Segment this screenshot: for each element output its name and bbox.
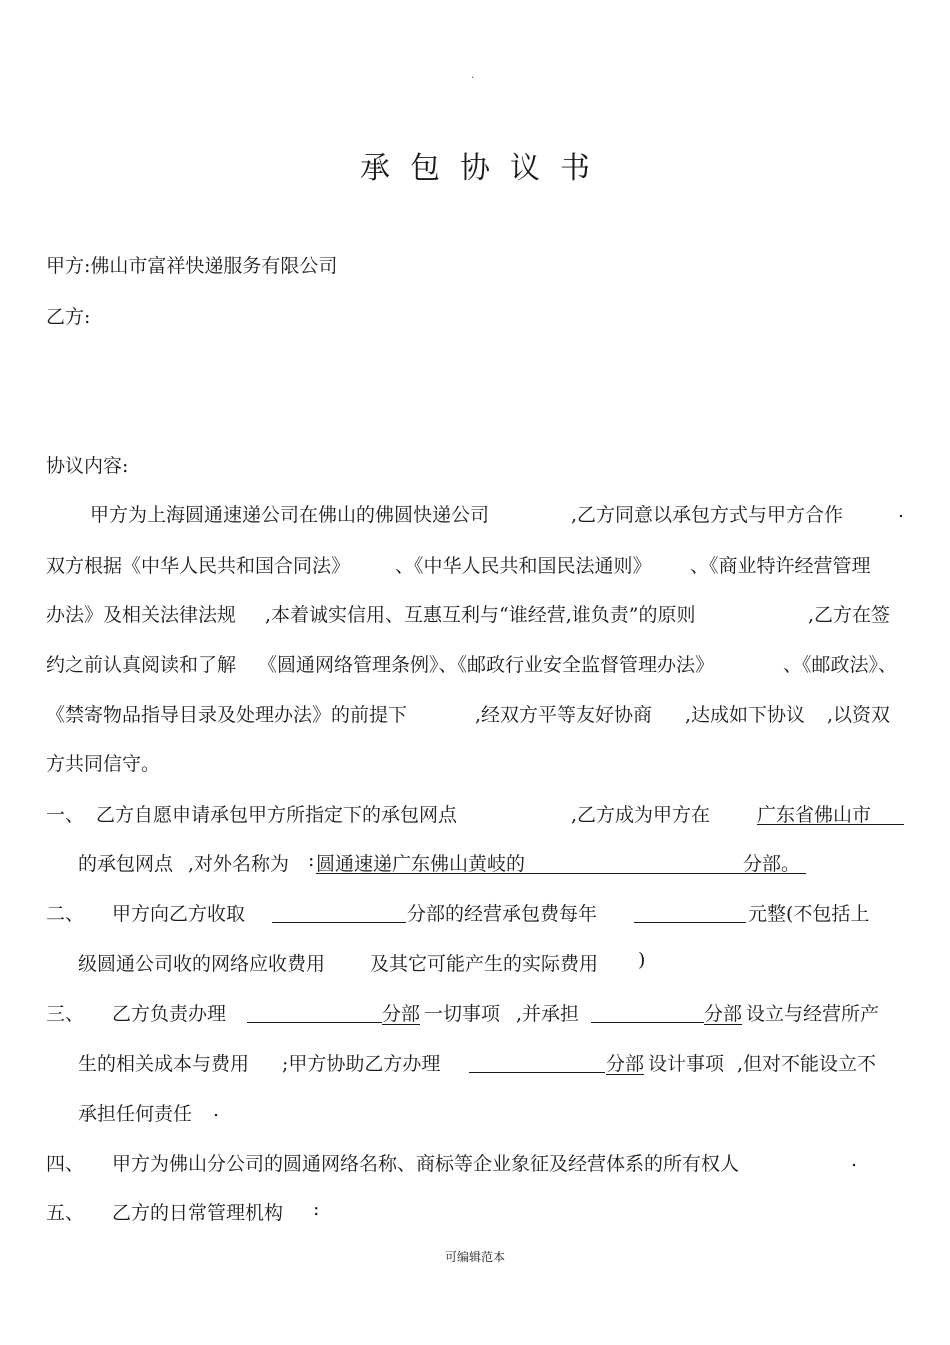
clause-2-text: 分部的经营承包费每年 bbox=[407, 903, 598, 925]
clause-3-text: 生的相关成本与费用 bbox=[78, 1053, 250, 1075]
clause-3-text: 设立与经营所产 bbox=[746, 1003, 880, 1025]
clause-5-text: 乙方的日常管理机构 bbox=[112, 1202, 284, 1224]
clause-1-text: 的承包网点 bbox=[78, 853, 174, 875]
preamble-text: ,乙方在签 bbox=[808, 604, 891, 626]
clause-3-text: 设计事项 bbox=[648, 1053, 725, 1075]
preamble-text: ,以资双 bbox=[827, 704, 891, 726]
preamble-text: 约之前认真阅读和了解 bbox=[46, 654, 237, 676]
blank-field bbox=[634, 902, 746, 923]
clause-2-text: 甲方向乙方收取 bbox=[112, 903, 246, 925]
preamble-text: 、《中华人民共和国民法通则》 bbox=[395, 555, 652, 577]
preamble-text: 甲方为上海圆通速递公司在佛山的佛圆快递公司 bbox=[90, 504, 490, 526]
clause-5-text: : bbox=[313, 1198, 320, 1220]
footer-note: 可编辑范本 bbox=[444, 1250, 505, 1264]
branch-label: 分部 bbox=[606, 1053, 645, 1075]
location-value: 广东省佛山市 bbox=[757, 804, 872, 826]
blank-field bbox=[591, 1002, 704, 1023]
blank-field bbox=[272, 902, 406, 923]
clause-2-number: 二、 bbox=[46, 903, 85, 925]
preamble-text: 双方根据《中华人民共和国合同法》 bbox=[46, 555, 351, 577]
clause-3-text: ,并承担 bbox=[516, 1003, 580, 1025]
blank-field bbox=[469, 1052, 605, 1073]
clause-4-text: 甲方为佛山分公司的圆通网络名称、商标等企业象征及经营体系的所有权人 bbox=[112, 1153, 740, 1175]
clause-3-number: 三、 bbox=[46, 1003, 85, 1025]
preamble-text: 方共同信守。 bbox=[46, 753, 161, 775]
clause-4-number: 四、 bbox=[46, 1153, 85, 1175]
clause-2-text: 级圆通公司收的网络应收费用 bbox=[78, 953, 326, 975]
clause-3-text: ;甲方协助乙方办理 bbox=[282, 1053, 441, 1075]
clause-2-text: 元整(不包括上 bbox=[748, 903, 870, 925]
agreement-heading: 协议内容: bbox=[46, 455, 129, 477]
clause-3-text: . bbox=[213, 1099, 220, 1121]
preamble-text: 办法》及相关法律法规 bbox=[46, 604, 237, 626]
document-title: 承包协议书 bbox=[360, 151, 610, 186]
preamble-text: ,本着诚实信用、互惠互利与“谁经营,谁负责”的原则 bbox=[265, 604, 696, 626]
preamble-text: ,乙方同意以承包方式与甲方合作 bbox=[571, 504, 844, 526]
clause-2-text: 及其它可能产生的实际费用 bbox=[370, 953, 599, 975]
clause-3-text: 一切事项 bbox=[424, 1003, 501, 1025]
branch-label: 分部 bbox=[704, 1003, 743, 1025]
preamble-text: ,经双方平等友好协商 bbox=[475, 704, 653, 726]
clause-3-text: 承担任何责任 bbox=[78, 1103, 193, 1125]
branch-name-field bbox=[316, 849, 806, 874]
preamble-text: 、《商业特许经营管理 bbox=[690, 555, 871, 577]
party-a-label: 甲方: bbox=[46, 255, 91, 277]
clause-1-text: ,对外名称为 bbox=[188, 853, 290, 875]
blank-field bbox=[247, 1002, 382, 1023]
header-dot: . bbox=[471, 70, 475, 81]
clause-1-number: 一、 bbox=[46, 804, 85, 826]
clause-1-text: : bbox=[308, 849, 315, 871]
party-a-line bbox=[46, 251, 337, 278]
branch-suffix: 分部。 bbox=[743, 853, 801, 875]
clause-1-text: 乙方自愿申请承包甲方所指定下的承包网点 bbox=[96, 804, 458, 826]
clause-5-number: 五、 bbox=[46, 1202, 85, 1224]
clause-3-text: 乙方负责办理 bbox=[112, 1003, 227, 1025]
location-field bbox=[757, 800, 904, 825]
clause-1-text: ,乙方成为甲方在 bbox=[571, 804, 711, 826]
clause-4-text: . bbox=[851, 1149, 858, 1171]
clause-2-text: ) bbox=[638, 949, 646, 971]
preamble-text: . bbox=[898, 500, 905, 522]
branch-label: 分部 bbox=[382, 1003, 421, 1025]
branch-name-value: 圆通速递广东佛山黄岐的 bbox=[316, 853, 526, 875]
party-a-name: 佛山市富祥快递服务有限公司 bbox=[90, 255, 338, 277]
preamble-text: 《禁寄物品指导目录及处理办法》的前提下 bbox=[46, 704, 408, 726]
preamble-text: ,达成如下协议 bbox=[685, 704, 806, 726]
preamble-text: 《圆通网络管理条例》、《邮政行业安全监督管理办法》 bbox=[258, 654, 715, 676]
preamble-text: 、《邮政法》、 bbox=[783, 654, 898, 676]
clause-3-text: ,但对不能设立不 bbox=[737, 1053, 877, 1075]
party-b-label: 乙方: bbox=[46, 306, 91, 328]
